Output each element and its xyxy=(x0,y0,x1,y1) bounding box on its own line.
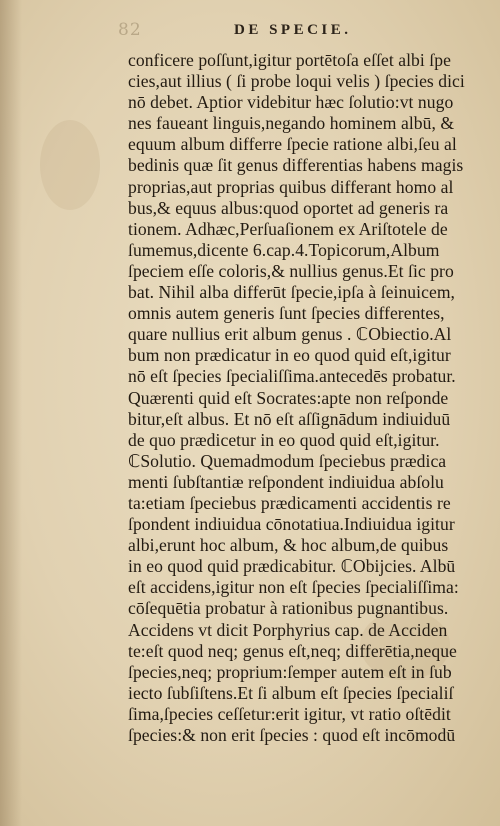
text-line: ſpondent indiuidua cōnotatiua.Indiuidua igitur xyxy=(128,514,455,535)
text-line: equum album differre ſpecie ratione albi,ſeu al xyxy=(128,134,457,155)
text-line: ſpeciem eſſe coloris,& nullius genus.Et ſic pro xyxy=(128,260,454,281)
text-line: ſumemus,dicente 6.cap.4.Topicorum,Album xyxy=(128,239,440,260)
text-line: nō eſt ſpecies ſpecialiſſima.antecedēs probatur. xyxy=(128,366,456,387)
paper-stain xyxy=(40,120,100,210)
text-line: Quærenti quid eſt Socrates:apte non reſponde xyxy=(128,387,449,408)
page-number: 82 xyxy=(118,20,142,40)
text-line: iecto ſubſiſtens.Et ſi album eſt ſpecies ſpecialiſ xyxy=(128,682,454,703)
text-line: ſima,ſpecies ceſſetur:erit igitur, vt ratio oſtēdit xyxy=(128,703,451,724)
text-line: albi,erunt hoc album, & hoc album,de quibus xyxy=(128,535,449,556)
text-line: bat. Nihil alba differūt ſpecie,ipſa à ſeinuicem, xyxy=(128,282,455,303)
text-line: ℂSolutio. Quemadmodum ſpeciebus prædica xyxy=(128,450,447,471)
body-text xyxy=(128,50,488,746)
text-line: Accidens vt dicit Porphyrius cap. de Acciden xyxy=(128,619,448,640)
text-line: nō debet. Aptior videbitur hæc ſolutio:vt nugo xyxy=(128,92,454,113)
text-line: nes faueant linguis,negando hominem albū, & xyxy=(128,113,455,134)
text-line: eſt accidens,igitur non eſt ſpecies ſpecialiſſima: xyxy=(128,577,459,598)
text-line: conficere poſſunt,igitur portētoſa eſſet albi ſpe xyxy=(128,50,451,70)
running-title: DE SPECIE. xyxy=(234,22,352,38)
text-line: cōſequētia probatur à rationibus pugnantibus. xyxy=(128,598,449,619)
text-line: ſpecies:& non erit ſpecies : quod eſt incōmodū xyxy=(128,725,456,745)
text-line: proprias,aut proprias quibus differant homo al xyxy=(128,176,454,197)
text-line: bum non prædicatur in eo quod quid eſt,igitur xyxy=(128,345,451,366)
text-line: de quo prædicetur in eo quod quid eſt,igitur. xyxy=(128,429,440,450)
text-line: in eo quod quid prædicabitur. ℂObijcies. Albū xyxy=(128,556,456,577)
text-line: bedinis quæ ſit genus differentias habens magis xyxy=(128,155,464,176)
text-line: te:eſt quod neq; genus eſt,neq; differētia,neque xyxy=(128,640,457,661)
text-line: bitur,eſt albus. Et nō eſt aſſignādum indiuiduū xyxy=(128,408,451,429)
text-line: bus,& equus albus:quod oportet ad generis ra xyxy=(128,197,449,218)
text-line: menti ſubſtantiæ reſpondent indiuidua abſolu xyxy=(128,471,444,492)
text-line: omnis autem generis ſunt ſpecies differentes, xyxy=(128,303,445,324)
text-line: ſpecies,neq; proprium:ſemper autem eſt in ſub xyxy=(128,661,452,682)
text-line: cies,aut illius ( ſi probe loqui velis ) ſpecies dici xyxy=(128,71,465,92)
gutter-shadow xyxy=(0,0,22,826)
text-line: tionem. Adhæc,Perſuaſionem ex Ariſtotele de xyxy=(128,218,448,239)
text-line: quare nullius erit album genus . ℂObiectio.Al xyxy=(128,324,452,345)
text-line: ta:etiam ſpeciebus prædicamenti accidentis re xyxy=(128,492,451,513)
